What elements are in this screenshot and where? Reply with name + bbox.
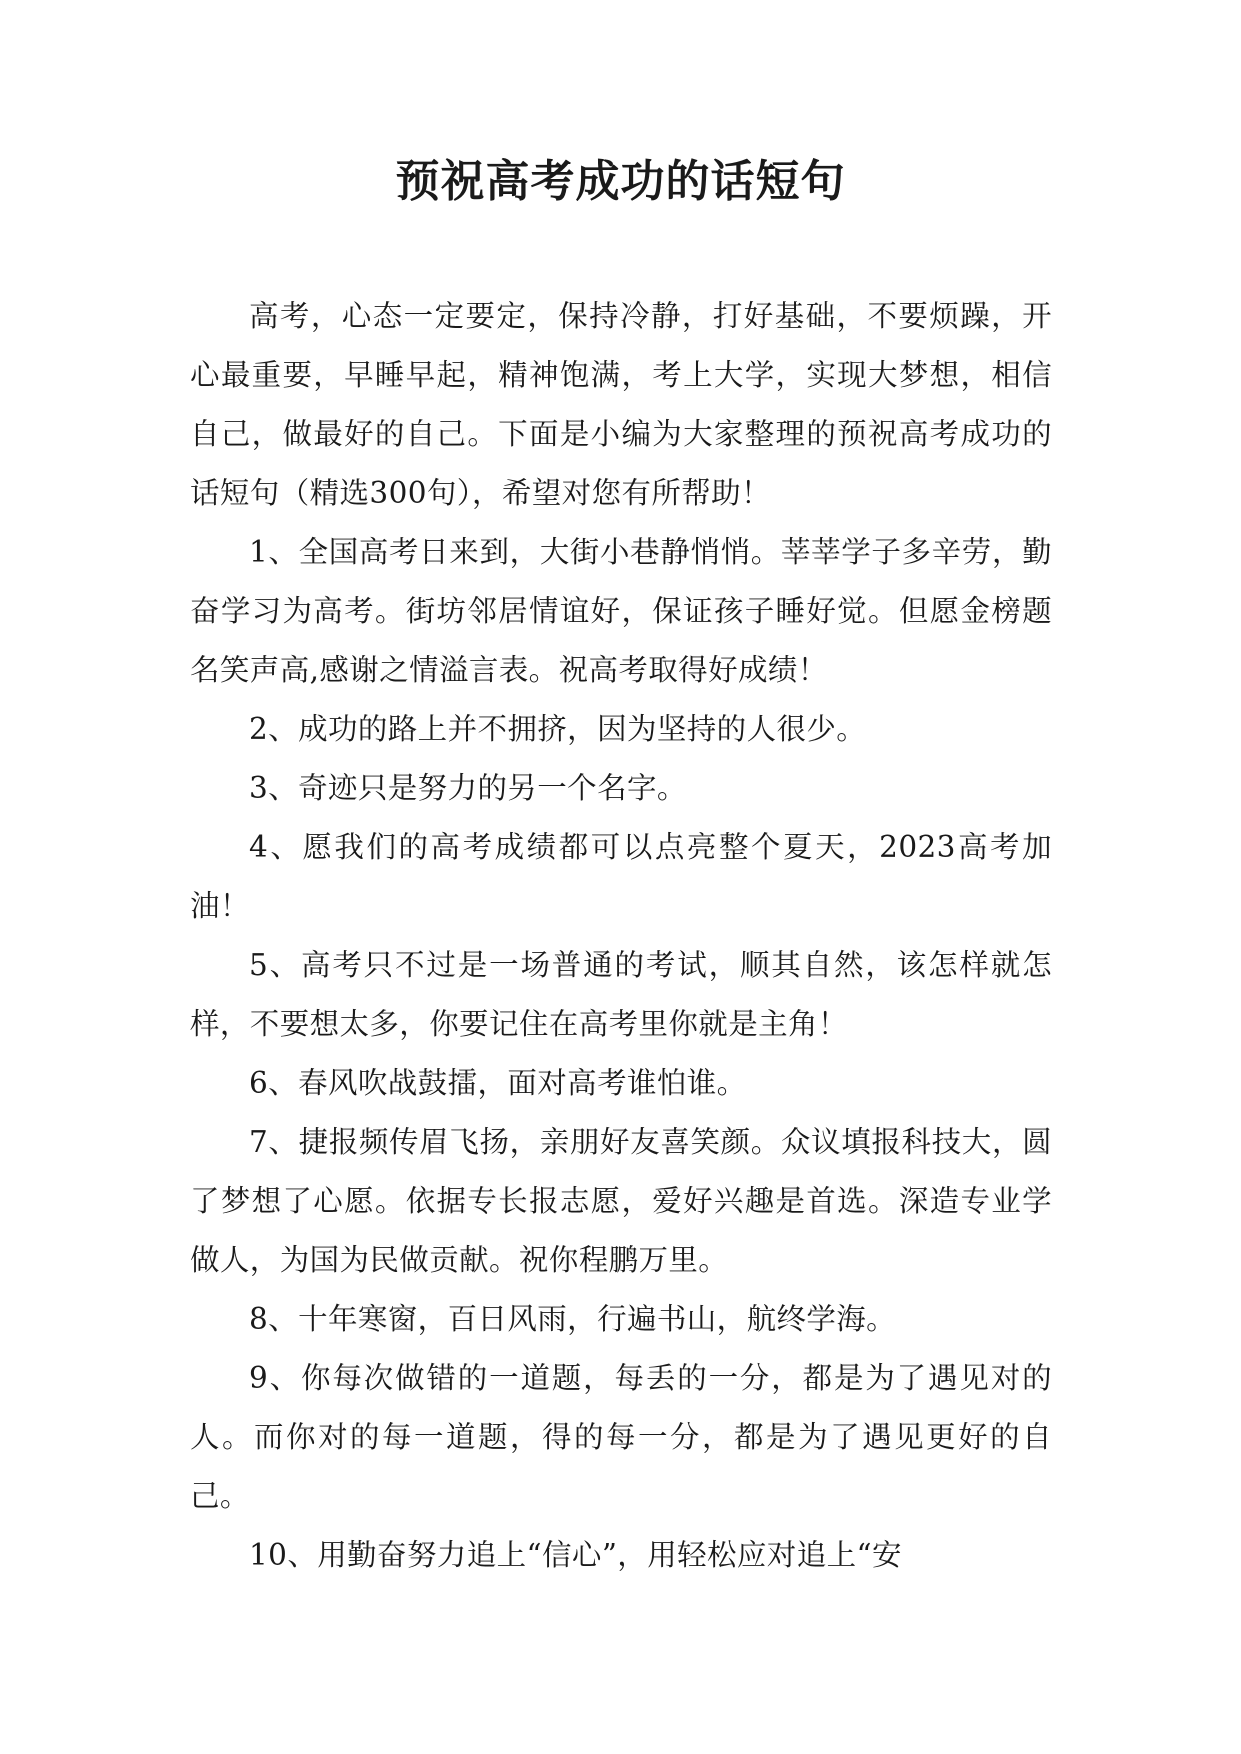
list-item: 8、十年寒窗，百日风雨，行遍书山，航终学海。 xyxy=(249,1302,897,1336)
list-item: 4、愿我们的高考成绩都可以点亮整个夏天，2023高考加油！ xyxy=(190,830,1052,923)
list-item: 10、用勤奋努力追上“信心”，用轻松应对追上“安 xyxy=(249,1538,902,1572)
list-item: 3、奇迹只是努力的另一个名字。 xyxy=(249,771,687,805)
list-item: 1、全国高考日来到，大街小巷静悄悄。莘莘学子多辛劳，勤奋学习为高考。街坊邻居情谊好，保证孩子睡好觉。但愿金榜题名笑声高,感谢之情溢言表。祝高考取得好成绩！ xyxy=(190,535,1052,687)
document-body xyxy=(190,287,1052,1585)
list-item: 9、你每次做错的一道题，每丢的一分，都是为了遇见对的人。而你对的每一道题，得的每一分，都是为了遇见更好的自己。 xyxy=(190,1361,1052,1513)
list-item: 6、春风吹战鼓擂，面对高考谁怕谁。 xyxy=(249,1066,747,1100)
list-item: 7、捷报频传眉飞扬，亲朋好友喜笑颜。众议填报科技大，圆了梦想了心愿。依据专长报志愿，爱好兴趣是首选。深造专业学做人，为国为民做贡献。祝你程鹏万里。 xyxy=(190,1125,1052,1277)
list-item: 2、成功的路上并不拥挤，因为坚持的人很少。 xyxy=(249,712,867,746)
list-item: 5、高考只不过是一场普通的考试，顺其自然，该怎样就怎样，不要想太多，你要记住在高考里你就是主角！ xyxy=(190,948,1052,1041)
document-title: 预祝高考成功的话短句 xyxy=(395,156,846,207)
intro-paragraph: 高考，心态一定要定，保持冷静，打好基础，不要烦躁，开心最重要，早睡早起，精神饱满，考上大学，实现大梦想，相信自己，做最好的自己。下面是小编为大家整理的预祝高考成功的话短句（精选300句），希望对您有所帮助！ xyxy=(190,299,1052,510)
